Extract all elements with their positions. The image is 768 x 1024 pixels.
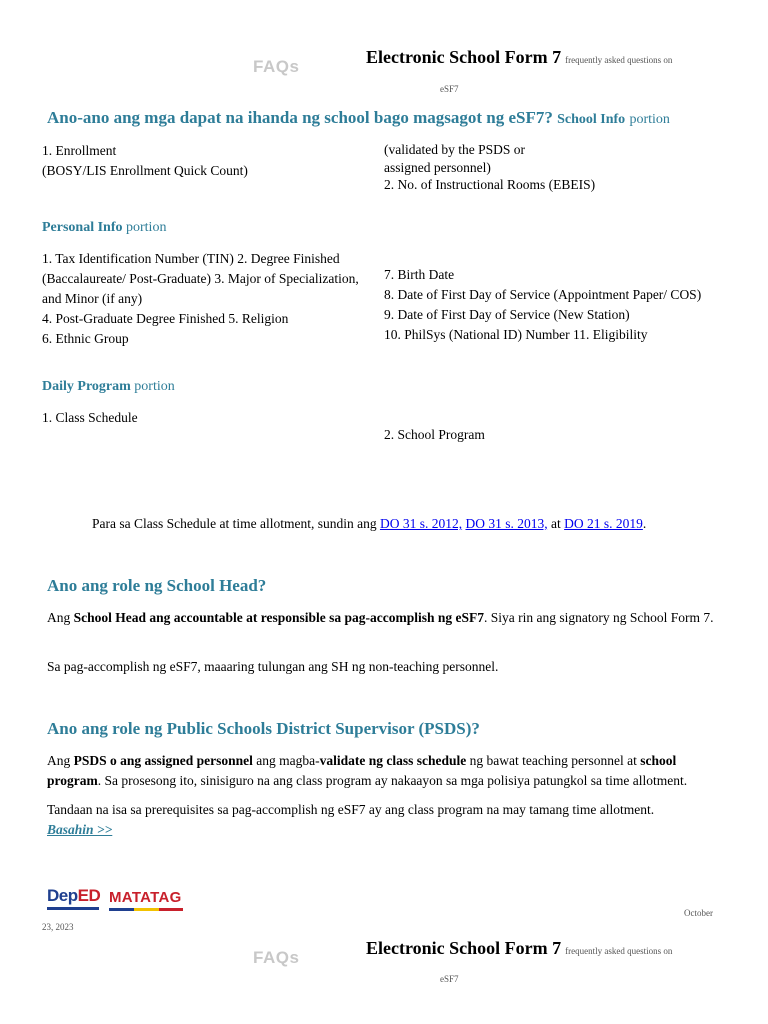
daily-program-item-class-schedule: 1. Class Schedule <box>42 410 138 425</box>
personal-info-tag: Personal Info <box>42 220 123 235</box>
note-text: at <box>547 516 565 531</box>
main-question-heading <box>47 108 670 128</box>
daily-program-tag: Daily Program <box>42 379 131 394</box>
deped-logo-text: Dep <box>47 886 78 905</box>
list-item: 1. Tax Identification Number (TIN) 2. Degree Finished <box>42 251 340 266</box>
paragraph-text: Ang <box>47 753 74 768</box>
do-31-2012-link[interactable]: DO 31 s. 2012, <box>379 516 463 531</box>
footer-date-day-year: 23, 2023 <box>42 922 74 932</box>
form-code: eSF7 <box>440 84 459 94</box>
school-head-paragraph-1 <box>47 608 719 628</box>
form-title: Electronic School Form 7 <box>366 938 562 958</box>
note-text: . <box>642 516 647 531</box>
deped-logo <box>47 886 103 910</box>
deped-logo-underline <box>47 907 99 910</box>
paragraph-text: ng bawat teaching personnel at <box>466 753 641 768</box>
paragraph-text: Ang <box>47 610 74 625</box>
footer-date-month: October <box>684 908 713 918</box>
list-item: 6. Ethnic Group <box>42 331 129 346</box>
daily-program-item-school-program: 2. School Program <box>384 427 485 442</box>
paragraph-text: ang magba- <box>252 753 320 768</box>
paragraph-bold-text: PSDS o ang assigned personnel <box>73 753 253 768</box>
school-head-question: Ano ang role ng School Head? <box>47 576 267 595</box>
personal-info-left-column <box>42 249 382 349</box>
note-text: Para sa Class Schedule at time allotment, sundin ang <box>92 516 380 531</box>
faqs-watermark: FAQs <box>253 948 300 967</box>
list-item: (BOSY/LIS Enrollment Quick Count) <box>42 163 248 178</box>
personal-info-right-column <box>384 265 754 345</box>
school-info-left-column <box>42 141 372 181</box>
list-item: (Baccalaureate/ Post-Graduate) 3. Major of Specialization, <box>42 271 359 286</box>
daily-program-portion: portion <box>134 379 175 394</box>
paragraph-bold-text: school program <box>47 753 677 788</box>
paragraph-text: . Siya rin ang signatory ng School Form 7. <box>484 610 714 625</box>
list-item: 4. Post-Graduate Degree Finished 5. Religion <box>42 311 289 326</box>
faqs-watermark: FAQs <box>253 57 300 76</box>
school-head-paragraph-2: Sa pag-accomplish ng eSF7, maaaring tulungan ang SH ng non-teaching personnel. <box>47 659 499 674</box>
daily-program-heading <box>42 379 175 395</box>
list-item: 7. Birth Date <box>384 267 455 282</box>
paragraph-bold-text: School Head ang accountable at responsible sa pag-accomplish ng eSF7 <box>73 610 485 625</box>
list-item: 1. Enrollment <box>42 143 117 158</box>
psds-question: Ano ang role ng Public Schools District Supervisor (PSDS)? <box>47 719 480 738</box>
form-code: eSF7 <box>440 974 459 984</box>
list-item: 10. PhilSys (National ID) Number 11. Eligibility <box>384 327 648 342</box>
list-item: (validated by the PSDS or <box>384 142 525 157</box>
paragraph-text: . Sa prosesong ito, sinisiguro na ang class program ay nakaayon sa mga polisiya patungkol sa time allotment. <box>97 772 688 788</box>
paragraph-bold-text: validate ng class schedule <box>319 753 467 768</box>
personal-info-heading <box>42 220 166 236</box>
time-allotment-note <box>92 514 646 534</box>
matatag-logo <box>109 889 185 911</box>
school-info-right-column <box>384 141 744 194</box>
list-item: 9. Date of First Day of Service (New Station) <box>384 307 630 322</box>
paragraph-text: Tandaan na isa sa prerequisites sa pag-accomplish ng eSF7 ay ang class program na may tamang time allotment. <box>47 802 655 817</box>
school-info-portion: portion <box>629 112 670 127</box>
psds-paragraph-2 <box>47 800 732 839</box>
form-title: Electronic School Form 7 <box>366 47 562 67</box>
list-item: assigned personnel) <box>384 159 491 175</box>
list-item: 8. Date of First Day of Service (Appointment Paper/ COS) <box>384 287 702 302</box>
matatag-logo-stripe <box>109 908 185 911</box>
list-item: 2. No. of Instructional Rooms (EBEIS) <box>384 177 596 192</box>
main-question-text: Ano-ano ang mga dapat na ihanda ng school bago magsagot ng eSF7? <box>47 108 553 127</box>
form-subtitle: frequently asked questions on <box>565 946 673 956</box>
school-info-tag: School Info <box>557 112 626 127</box>
deped-logo-text-accent: ED <box>77 886 101 905</box>
page-header-title <box>366 938 672 959</box>
psds-paragraph-1 <box>47 751 732 790</box>
page-header-title <box>366 47 672 68</box>
read-more-link[interactable]: Basahin >> <box>47 821 113 837</box>
do-21-2019-link[interactable]: DO 21 s. 2019 <box>564 516 643 531</box>
do-31-2013-link[interactable]: DO 31 s. 2013, <box>465 516 548 531</box>
personal-info-portion: portion <box>126 220 167 235</box>
form-subtitle: frequently asked questions on <box>565 55 673 65</box>
list-item: and Minor (if any) <box>42 291 143 306</box>
matatag-logo-text: MATATAG <box>109 889 182 906</box>
